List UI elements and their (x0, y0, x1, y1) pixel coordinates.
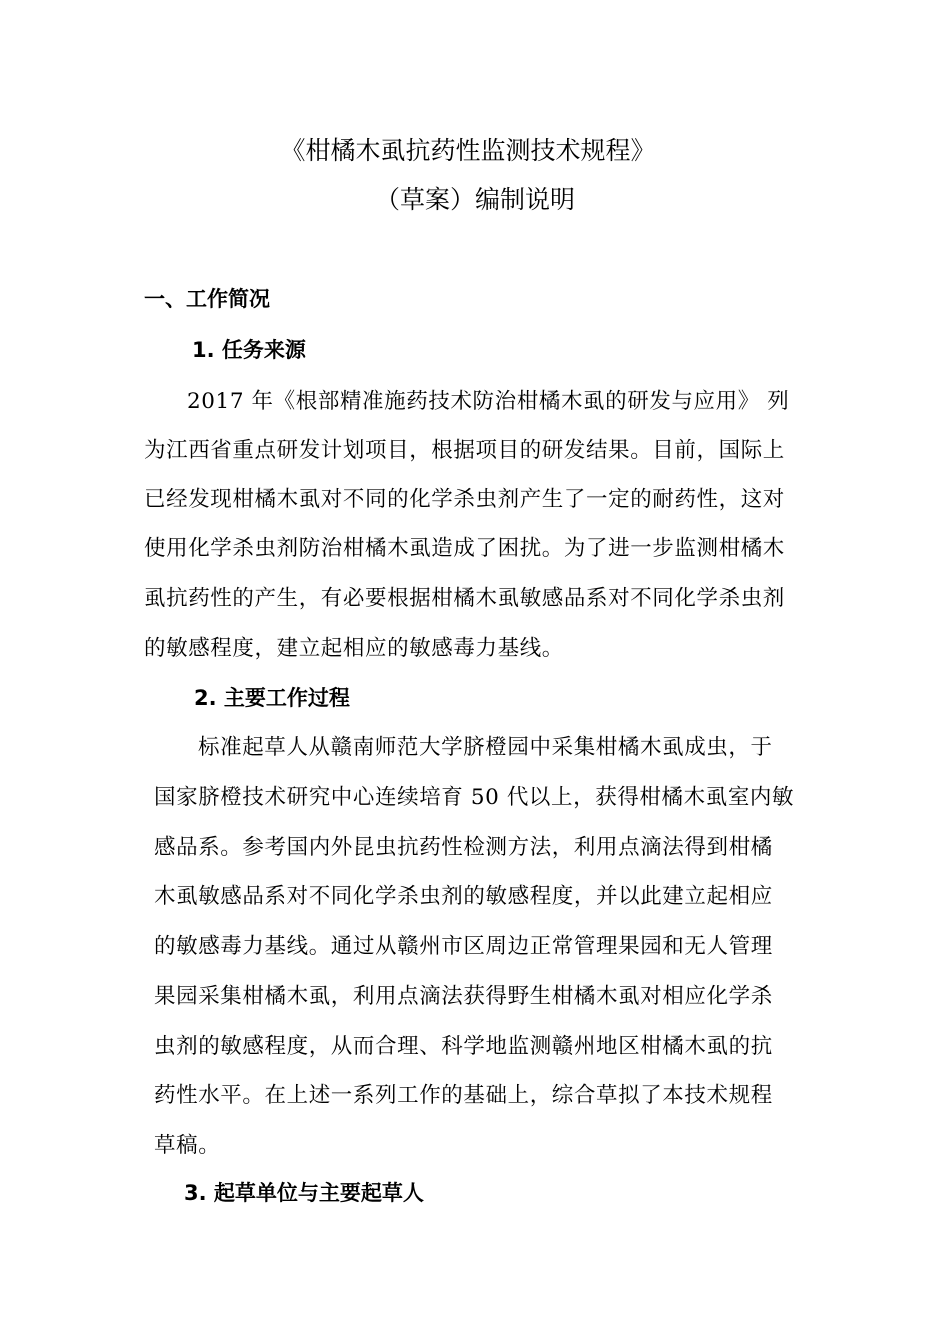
paragraph-line: 木虱敏感品系对不同化学杀虫剂的敏感程度，并以此建立起相应 (154, 884, 773, 909)
subsection-heading-task-source: 1. 任务来源 (192, 338, 306, 362)
paragraph-line: 草稿。 (154, 1133, 221, 1158)
paragraph-line: 使用化学杀虫剂防治柑橘木虱造成了困扰。为了进一步监测柑橘木 (144, 536, 785, 561)
paragraph-line: 为江西省重点研发计划项目，根据项目的研发结果。目前，国际上 (144, 438, 785, 463)
section-heading-work-overview: 一、工作简况 (144, 287, 270, 311)
paragraph-line: 药性水平。在上述一系列工作的基础上，综合草拟了本技术规程 (154, 1083, 773, 1108)
subsection-heading-drafting-units: 3. 起草单位与主要起草人 (184, 1181, 424, 1205)
paragraph-line: 感品系。参考国内外昆虫抗药性检测方法，利用点滴法得到柑橘 (154, 835, 773, 860)
paragraph-line: 2017 年《根部精准施药技术防治柑橘木虱的研发与应用》 列 (187, 389, 790, 414)
paragraph-line: 果园采集柑橘木虱，利用点滴法获得野生柑橘木虱对相应化学杀 (154, 984, 773, 1009)
document-subtitle: （草案）编制说明 (374, 185, 575, 214)
paragraph-line: 虫剂的敏感程度，从而合理、科学地监测赣州地区柑橘木虱的抗 (154, 1034, 773, 1059)
paragraph-line: 虱抗药性的产生，有必要根据柑橘木虱敏感品系对不同化学杀虫剂 (144, 586, 785, 611)
paragraph-line: 标准起草人从赣南师范大学脐橙园中采集柑橘木虱成虫，于 (198, 735, 773, 760)
paragraph-line: 国家脐橙技术研究中心连续培育 50 代以上，获得柑橘木虱室内敏 (154, 785, 795, 810)
document-title: 《柑橘木虱抗药性监测技术规程》 (280, 136, 656, 165)
paragraph-line: 已经发现柑橘木虱对不同的化学杀虫剂产生了一定的耐药性，这对 (144, 487, 785, 512)
subsection-heading-main-work-process: 2. 主要工作过程 (194, 686, 350, 710)
paragraph-line: 的敏感毒力基线。通过从赣州市区周边正常管理果园和无人管理 (154, 934, 773, 959)
paragraph-line: 的敏感程度，建立起相应的敏感毒力基线。 (144, 636, 564, 661)
